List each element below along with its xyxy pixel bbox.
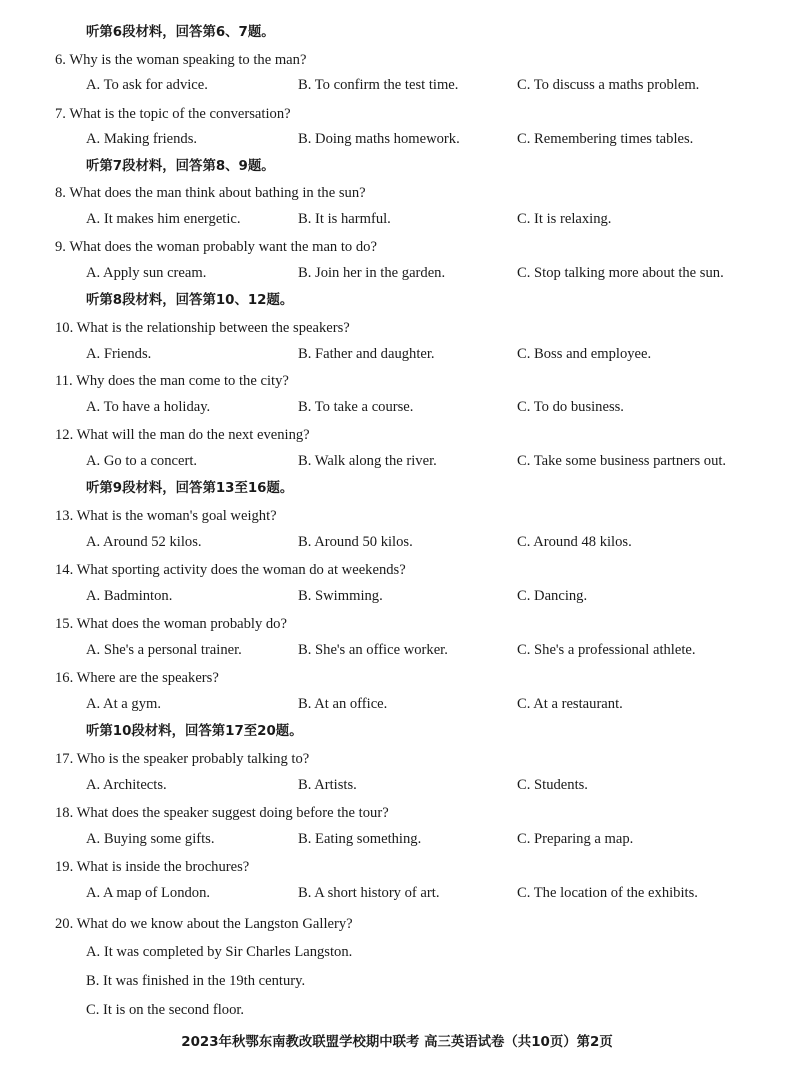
answer-option-a: A. Making friends. [86,131,198,147]
question-text: 9. What does the woman probably want the man to do? [55,239,377,255]
answer-option-c: C. The location of the exhibits. [517,885,698,901]
section-instruction: 听第6段材料，回答第6、7题。 [86,25,275,40]
answer-option-a: A. It was completed by Sir Charles Langston. [86,944,353,960]
answer-option-a: A. To ask for advice. [86,77,208,93]
question-text: 12. What will the man do the next evening? [55,427,310,443]
answer-option-a: A. A map of London. [86,885,211,901]
answer-option-c: C. Stop talking more about the sun. [517,265,724,281]
answer-option-b: B. It was finished in the 19th century. [86,973,306,989]
answer-option-b: B. Doing maths homework. [298,131,460,147]
answer-option-c: C. Around 48 kilos. [517,534,632,550]
answer-option-c: C. Students. [517,777,588,793]
answer-option-a: A. Around 52 kilos. [86,534,202,550]
answer-option-b: B. Join her in the garden. [298,265,446,281]
answer-option-b: B. To take a course. [298,399,414,415]
question-text: 15. What does the woman probably do? [55,616,287,632]
question-text: 14. What sporting activity does the woman do at weekends? [55,562,406,578]
section-instruction: 听第10段材料，回答第17至20题。 [86,724,303,739]
answer-option-a: A. Friends. [86,346,152,362]
question-text: 10. What is the relationship between the speakers? [55,320,350,336]
answer-option-a: A. Apply sun cream. [86,265,207,281]
answer-option-c: C. She's a professional athlete. [517,642,696,658]
question-text: 17. Who is the speaker probably talking to? [55,751,310,767]
answer-option-b: B. Swimming. [298,588,383,604]
question-text: 8. What does the man think about bathing in the sun? [55,185,366,201]
answer-option-a: A. To have a holiday. [86,399,211,415]
answer-option-c: C. To do business. [517,399,624,415]
answer-option-b: B. To confirm the test time. [298,77,459,93]
question-text: 7. What is the topic of the conversation? [55,106,291,122]
answer-option-b: B. Artists. [298,777,357,793]
answer-option-c: C. Dancing. [517,588,588,604]
answer-option-c: C. To discuss a maths problem. [517,77,700,93]
answer-option-a: A. She's a personal trainer. [86,642,242,658]
section-instruction: 听第7段材料，回答第8、9题。 [86,159,275,174]
answer-option-b: B. It is harmful. [298,211,391,227]
answer-option-c: C. It is on the second floor. [86,1002,245,1018]
answer-option-b: B. Walk along the river. [298,453,437,469]
answer-option-a: A. It makes him energetic. [86,211,241,227]
question-text: 16. Where are the speakers? [55,670,219,686]
answer-option-b: B. A short history of art. [298,885,440,901]
question-text: 19. What is inside the brochures? [55,859,250,875]
answer-option-a: A. Architects. [86,777,167,793]
answer-option-b: B. Eating something. [298,831,422,847]
answer-option-c: C. It is relaxing. [517,211,612,227]
answer-option-c: C. Remembering times tables. [517,131,694,147]
section-instruction: 听第9段材料，回答第13至16题。 [86,481,294,496]
answer-option-c: C. Preparing a map. [517,831,634,847]
answer-option-c: C. Take some business partners out. [517,453,727,469]
question-text: 6. Why is the woman speaking to the man? [55,52,307,68]
answer-option-a: A. Badminton. [86,588,173,604]
answer-option-c: C. At a restaurant. [517,696,623,712]
question-text: 18. What does the speaker suggest doing before the tour? [55,805,389,821]
question-text: 13. What is the woman's goal weight? [55,508,277,524]
answer-option-b: B. Father and daughter. [298,346,435,362]
answer-option-a: A. Buying some gifts. [86,831,215,847]
question-text: 11. Why does the man come to the city? [55,373,289,389]
answer-option-b: B. At an office. [298,696,388,712]
answer-option-c: C. Boss and employee. [517,346,652,362]
answer-option-a: A. At a gym. [86,696,161,712]
question-text: 20. What do we know about the Langston Gallery? [55,916,353,932]
answer-option-b: B. She's an office worker. [298,642,448,658]
section-instruction: 听第8段材料，回答第10、12题。 [86,293,294,308]
page-footer: 2023年秋鄂东南教改联盟学校期中联考 高三英语试卷（共10页）第2页 [181,1035,613,1050]
answer-option-b: B. Around 50 kilos. [298,534,413,550]
answer-option-a: A. Go to a concert. [86,453,198,469]
